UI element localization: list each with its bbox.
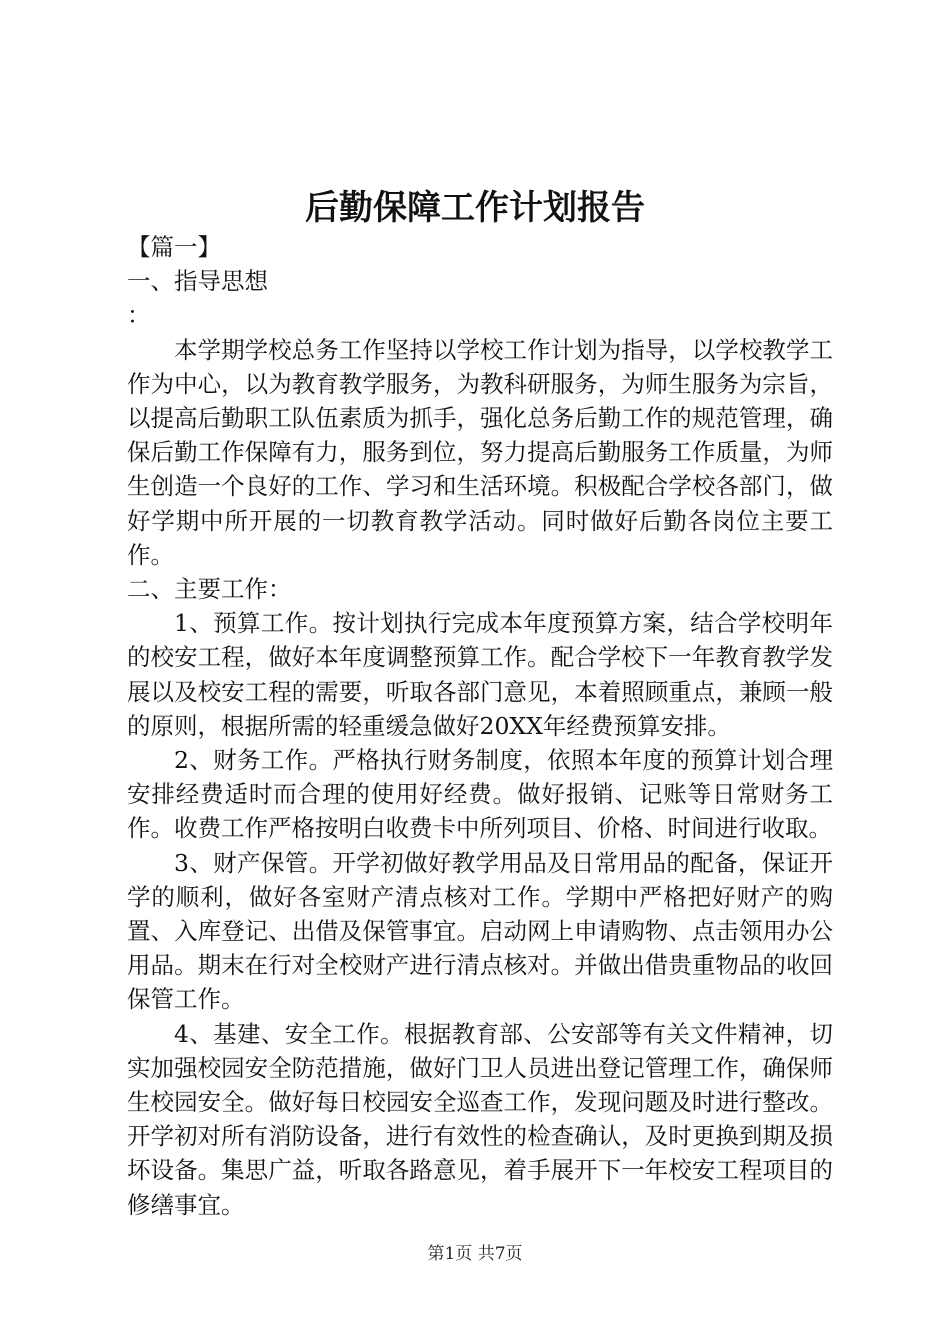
heading-guiding-ideology: 一、指导思想 — [127, 267, 268, 296]
heading-colon: ： — [127, 301, 151, 330]
document-body — [127, 230, 833, 1222]
heading-main-work: 二、主要工作： — [127, 575, 292, 604]
item-finance-work: 2、财务工作。严格执行财务制度，依照本年度的预算计划合理安排经费适时而合理的使用好经费。做好报销、记账等日常财务工作。收费工作严格按明白收费卡中所列项目、价格、时间进行收取。 — [127, 746, 833, 843]
document-title: 后勤保障工作计划报告 — [305, 188, 645, 228]
item-property-custody: 3、财产保管。开学初做好教学用品及日常用品的配备，保证开学的顺利，做好各室财产清点核对工作。学期中严格把好财产的购置、入库登记、出借及保管事宜。启动网上申请购物、点击领用办公用品。期末在行对全校财产进行清点核对。并做出借贵重物品的收回保管工作。 — [127, 848, 833, 1014]
section-marker: 【篇一】 — [127, 233, 221, 261]
item-construction-safety: 4、基建、安全工作。根据教育部、公安部等有关文件精神，切实加强校园安全防范措施，做好门卫人员进出登记管理工作，确保师生校园安全。做好每日校园安全巡查工作，发现问题及时进行整改。开学初对所有消防设备，进行有效性的检查确认，及时更换到期及损坏设备。集思广益，听取各路意见，着手展开下一年校安工程项目的修缮事宜。 — [127, 1019, 833, 1219]
page-footer: 第1页 共7页 — [427, 1244, 523, 1264]
paragraph-guiding-ideology: 本学期学校总务工作坚持以学校工作计划为指导，以学校教学工作为中心，以为教育教学服务，为教科研服务，为师生服务为宗旨，以提高后勤职工队伍素质为抓手，强化总务后勤工作的规范管理，确保后勤工作保障有力，服务到位，努力提高后勤服务工作质量，为师生创造一个良好的工作、学习和生活环境。积极配合学校各部门，做好学期中所开展的一切教育教学活动。同时做好后勤各岗位主要工作。 — [127, 335, 833, 569]
item-budget-work: 1、预算工作。按计划执行完成本年度预算方案，结合学校明年的校安工程，做好本年度调整预算工作。配合学校下一年教育教学发展以及校安工程的需要，听取各部门意见，本着照顾重点，兼顾一般的原则，根据所需的轻重缓急做好20XX年经费预算安排。 — [127, 609, 833, 740]
